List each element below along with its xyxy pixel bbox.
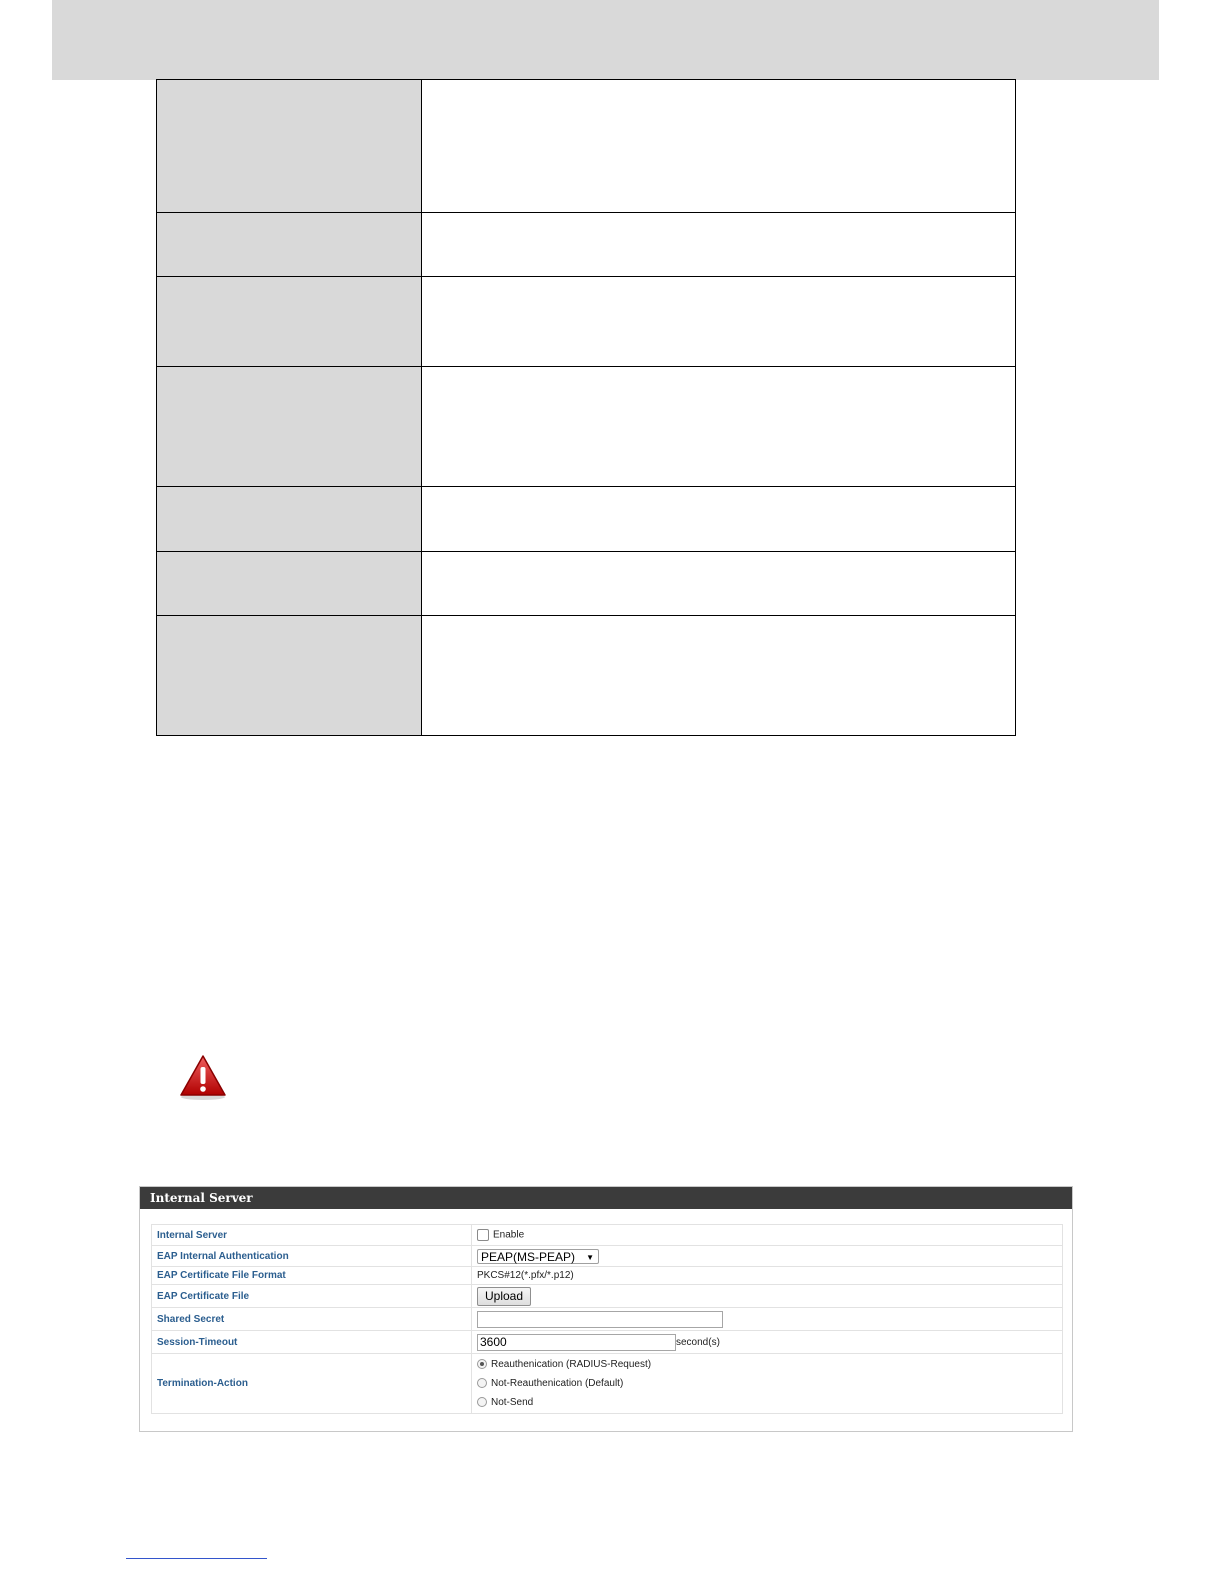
eap-cert-format-value: PKCS#12(*.pfx/*.p12) bbox=[472, 1267, 1063, 1285]
eap-auth-select[interactable] bbox=[477, 1249, 599, 1264]
table-desc-cell bbox=[422, 552, 1016, 616]
radio-not-send[interactable] bbox=[477, 1397, 487, 1407]
session-timeout-label: Session-Timeout bbox=[152, 1331, 472, 1354]
radio-option-reauth[interactable] bbox=[477, 1355, 1057, 1374]
table-row bbox=[157, 80, 1016, 213]
internal-server-form bbox=[151, 1224, 1063, 1414]
shared-secret-label: Shared Secret bbox=[152, 1308, 472, 1331]
radio-option-not-reauth[interactable] bbox=[477, 1374, 1057, 1393]
chevron-down-icon: ▼ bbox=[586, 1252, 594, 1262]
enable-label: Enable bbox=[493, 1229, 525, 1241]
radio-not-reauth-label: Not-Reauthenication (Default) bbox=[491, 1378, 624, 1389]
radio-reauth-label: Reauthenication (RADIUS-Request) bbox=[491, 1359, 652, 1370]
session-timeout-input[interactable]: 3600 bbox=[477, 1334, 676, 1351]
table-label-cell bbox=[157, 277, 422, 367]
table-row bbox=[157, 552, 1016, 616]
table-desc-cell bbox=[422, 487, 1016, 552]
table-label-cell bbox=[157, 367, 422, 487]
radio-not-send-label: Not-Send bbox=[491, 1397, 534, 1408]
table-desc-cell bbox=[422, 80, 1016, 213]
eap-auth-selected: PEAP(MS-PEAP) bbox=[481, 1249, 576, 1264]
table-row bbox=[152, 1285, 1063, 1308]
table-desc-cell bbox=[422, 616, 1016, 736]
shared-secret-input[interactable] bbox=[477, 1311, 723, 1328]
table-desc-cell bbox=[422, 367, 1016, 487]
upload-button[interactable]: Upload bbox=[477, 1287, 531, 1306]
warning-icon bbox=[178, 1053, 228, 1101]
table-row bbox=[152, 1354, 1063, 1414]
table-label-cell bbox=[157, 487, 422, 552]
table-row bbox=[157, 487, 1016, 552]
eap-cert-format-label: EAP Certificate File Format bbox=[152, 1267, 472, 1285]
termination-action-label: Termination-Action bbox=[152, 1354, 472, 1414]
radio-option-not-send[interactable] bbox=[477, 1393, 1057, 1412]
radio-not-reauth[interactable] bbox=[477, 1378, 487, 1388]
table-row bbox=[157, 367, 1016, 487]
table-label-cell bbox=[157, 616, 422, 736]
footer-link-underline bbox=[126, 1558, 267, 1559]
eap-internal-auth-label: EAP Internal Authentication bbox=[152, 1246, 472, 1267]
table-row bbox=[152, 1267, 1063, 1285]
table-label-cell bbox=[157, 80, 422, 213]
table-desc-cell bbox=[422, 213, 1016, 277]
table-row bbox=[157, 213, 1016, 277]
table-row bbox=[152, 1308, 1063, 1331]
internal-server-label: Internal Server bbox=[152, 1225, 472, 1246]
enable-checkbox[interactable] bbox=[477, 1229, 489, 1241]
internal-server-panel bbox=[139, 1186, 1073, 1432]
page-header-band bbox=[52, 0, 1159, 80]
session-timeout-unit: second(s) bbox=[676, 1336, 720, 1348]
table-row bbox=[152, 1331, 1063, 1354]
panel-title: Internal Server bbox=[140, 1187, 1072, 1209]
table-row bbox=[152, 1225, 1063, 1246]
table-row bbox=[152, 1246, 1063, 1267]
table-label-cell bbox=[157, 213, 422, 277]
eap-cert-file-label: EAP Certificate File bbox=[152, 1285, 472, 1308]
table-row bbox=[157, 616, 1016, 736]
table-desc-cell bbox=[422, 277, 1016, 367]
table-label-cell bbox=[157, 552, 422, 616]
table-row bbox=[157, 277, 1016, 367]
description-table bbox=[156, 79, 1016, 736]
radio-reauth[interactable] bbox=[477, 1359, 487, 1369]
